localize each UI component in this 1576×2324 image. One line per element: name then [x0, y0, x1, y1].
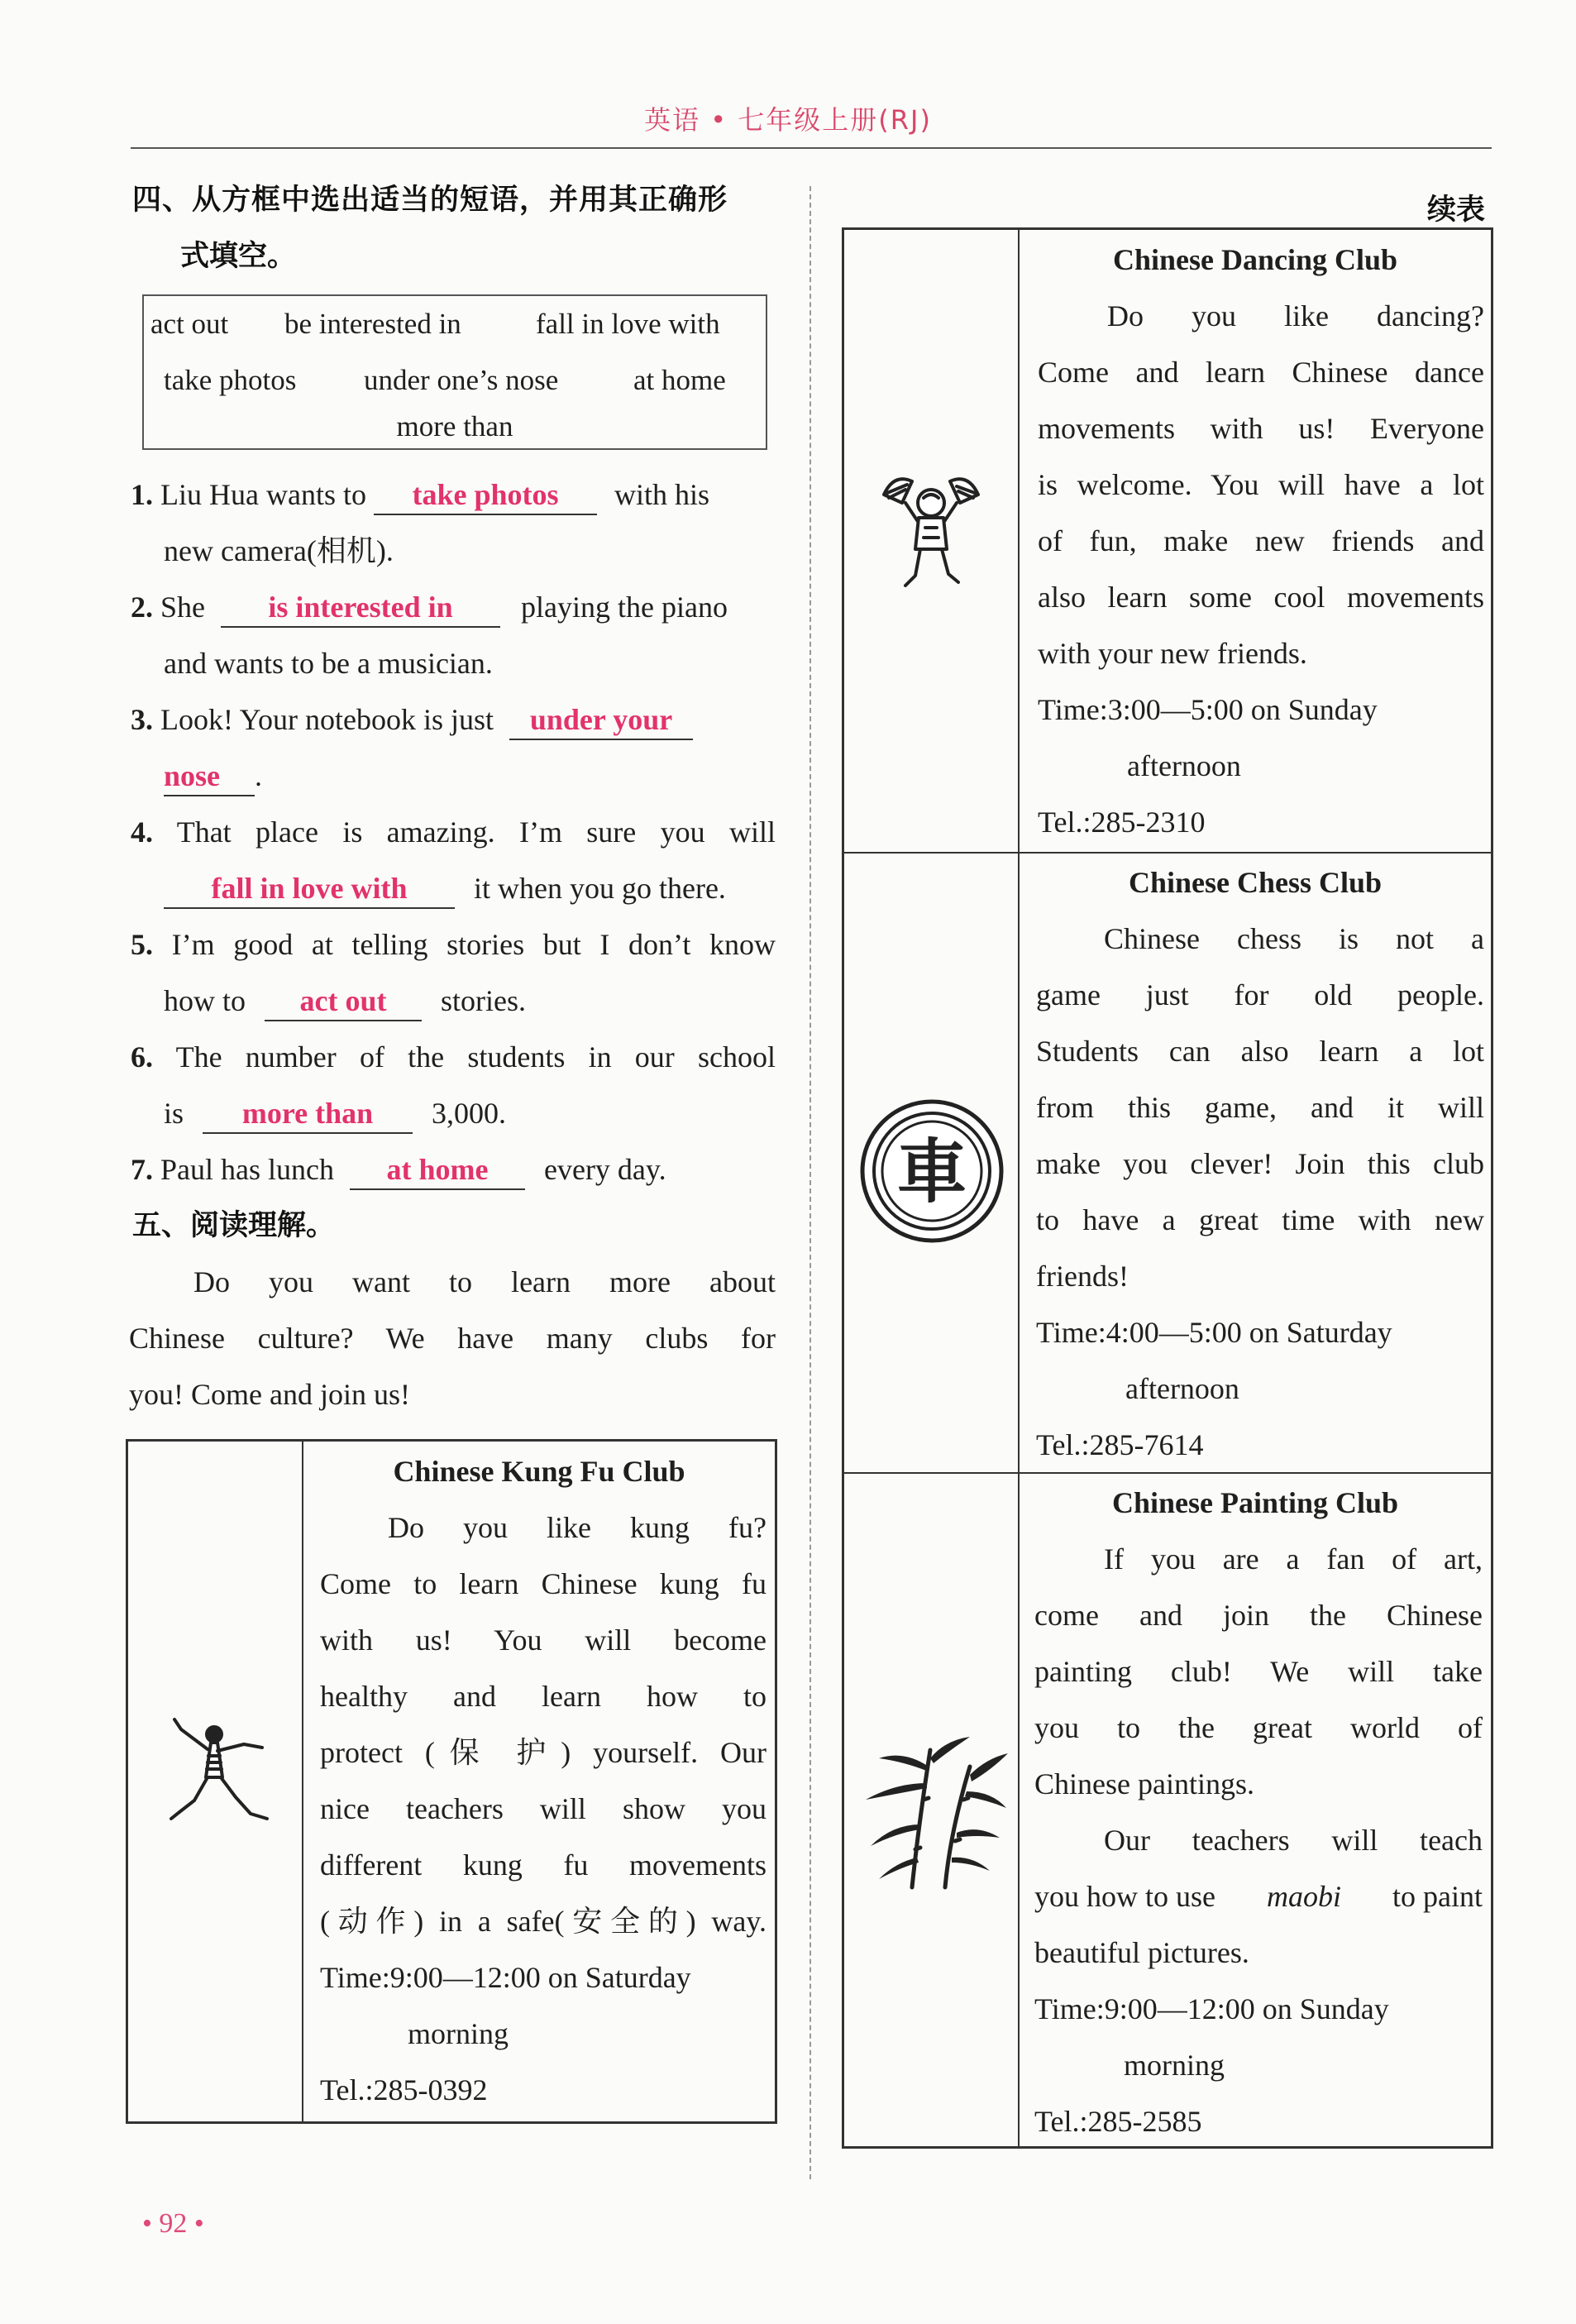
kung-fu-time: Time:9:00—12:00 on Saturday — [320, 1961, 691, 1994]
question-2-line2: and wants to be a musician. — [164, 647, 493, 680]
kung-fu-time-part2: morning — [408, 2017, 509, 2050]
chess-line-6: to have a great time with new — [1036, 1203, 1484, 1236]
chess-line-3: Students can also learn a lot — [1036, 1035, 1484, 1068]
intro-line-2: Chinese culture? We have many clubs for — [129, 1322, 776, 1355]
chess-line-7: friends! — [1036, 1260, 1129, 1293]
intro-line-1: Do you want to learn more about — [193, 1265, 776, 1298]
chess-line-5: make you clever! Join this club — [1036, 1147, 1484, 1180]
question-5-line2: how to act out stories. — [164, 973, 526, 1029]
answer-2: is interested in — [221, 588, 500, 628]
phrase-more-than: more than — [396, 410, 513, 442]
phrase-act-out: act out — [150, 308, 229, 340]
kung-fu-line-1: Do you like kung fu? — [388, 1511, 767, 1544]
kung-fu-line-8: (动作) in a safe(安全的) way. — [320, 1905, 767, 1938]
chess-line-4: from this game, and it will — [1036, 1091, 1484, 1124]
phrase-under-ones-nose: under one’s nose — [364, 364, 559, 396]
intro-line-3: you! Come and join us! — [129, 1378, 410, 1411]
answer-3-part2: nose — [164, 757, 255, 796]
painting-line-3: painting club! We will take — [1034, 1655, 1483, 1688]
question-2-line1: 2. She is interested in playing the piano — [131, 579, 780, 635]
question-3-line1: 3. Look! Your notebook is just under your — [131, 691, 780, 748]
section4-title-line2: 式填空。 — [180, 240, 297, 273]
painting-line-6: Our teachers will teach — [1104, 1824, 1483, 1857]
dancing-time-part2: afternoon — [1127, 749, 1241, 782]
chess-piece-char: 車 — [896, 1131, 967, 1212]
painting-line-4: you to the great world of — [1034, 1711, 1483, 1744]
dancing-time: Time:3:00—5:00 on Sunday — [1038, 693, 1378, 726]
question-1-line1: 1. Liu Hua wants to take photos with his — [131, 466, 780, 523]
question-4-line2: fall in love with it when you go there. — [164, 860, 726, 916]
dancing-tel: Tel.:285-2310 — [1038, 806, 1206, 839]
page-number: • 92 • — [142, 2208, 204, 2239]
answer-7: at home — [350, 1150, 525, 1190]
answer-5: act out — [265, 982, 422, 1021]
page-header-title: 英语 • 七年级上册(RJ) — [644, 104, 932, 136]
question-7-line1: 7. Paul has lunch at home every day. — [131, 1141, 780, 1198]
kung-fu-club-table — [126, 1439, 777, 2124]
chess-tel: Tel.:285-7614 — [1036, 1428, 1204, 1461]
painting-line-5: Chinese paintings. — [1034, 1767, 1254, 1800]
painting-tel: Tel.:285-2585 — [1034, 2105, 1202, 2138]
dancing-line-3: movements with us! Everyone — [1038, 412, 1484, 445]
kung-fu-tel: Tel.:285-0392 — [320, 2073, 488, 2106]
chess-time: Time:4:00—5:00 on Saturday — [1036, 1316, 1392, 1349]
dancing-club-name: Chinese Dancing Club — [1112, 243, 1398, 276]
dancing-line-2: Come and learn Chinese dance — [1038, 356, 1484, 389]
answer-4: fall in love with — [164, 869, 455, 909]
answer-1: take photos — [374, 476, 597, 515]
bamboo-painting-icon — [854, 1733, 1011, 1891]
dancer-figure-icon — [877, 470, 985, 602]
painting-line-2: come and join the Chinese — [1034, 1599, 1483, 1632]
painting-line-1: If you are a fan of art, — [1104, 1542, 1483, 1576]
word-box — [142, 294, 767, 450]
chess-time-part2: afternoon — [1125, 1372, 1239, 1405]
answer-6: more than — [203, 1094, 413, 1134]
dancing-line-5: of fun, make new friends and — [1038, 524, 1484, 557]
painting-line-8: beautiful pictures. — [1034, 1936, 1249, 1969]
question-6-line2: is more than 3,000. — [164, 1085, 506, 1141]
kung-fu-club-name: Chinese Kung Fu Club — [393, 1455, 685, 1488]
dancing-line-7: with your new friends. — [1038, 637, 1307, 670]
phrase-fall-in-love-with: fall in love with — [536, 308, 720, 340]
question-1-line2: new camera(相机). — [164, 534, 394, 567]
header-rule — [131, 147, 1492, 149]
section5-title: 五、阅读理解。 — [132, 1209, 336, 1242]
continued-label: 续表 — [1427, 194, 1486, 227]
kung-fu-line-3: with us! You will become — [320, 1623, 767, 1657]
section4-title-line1: 四、从方框中选出适当的短语，并用其正确形 — [132, 184, 728, 217]
question-6-line1: 6. The number of the students in our school — [131, 1040, 776, 1074]
kung-fu-line-2: Come to learn Chinese kung fu — [320, 1567, 767, 1600]
chess-piece-icon — [857, 1097, 1006, 1246]
chess-line-2: game just for old people. — [1036, 978, 1484, 1011]
painting-club-name: Chinese Painting Club — [1111, 1486, 1399, 1519]
question-5-line1: 5. I’m good at telling stories but I don’t know — [131, 928, 776, 961]
word-box-row-3 — [144, 399, 766, 455]
phrase-at-home: at home — [633, 364, 726, 396]
column-divider — [809, 186, 811, 2179]
kung-fu-line-7: different kung fu movements — [320, 1848, 767, 1882]
maobi-term: maobi — [1267, 1880, 1341, 1913]
phrase-take-photos: take photos — [164, 364, 297, 396]
question-4-line1: 4. That place is amazing. I’m sure you will — [131, 815, 776, 849]
kung-fu-line-6: nice teachers will show you — [320, 1792, 767, 1825]
answer-3-part1: under your — [509, 701, 693, 740]
question-3-line2: nose . — [164, 748, 262, 804]
painting-time: Time:9:00—12:00 on Sunday — [1034, 1992, 1389, 2025]
dancing-line-1: Do you like dancing? — [1107, 299, 1484, 332]
chess-line-1: Chinese chess is not a — [1104, 922, 1484, 955]
dancing-line-4: is welcome. You will have a lot — [1038, 468, 1484, 501]
painting-line-7: you how to use maobi to paint — [1034, 1868, 1483, 1925]
kung-fu-line-4: healthy and learn how to — [320, 1680, 767, 1713]
chess-club-name: Chinese Chess Club — [1128, 866, 1383, 899]
kung-fu-figure-icon — [165, 1714, 272, 1830]
phrase-be-interested-in: be interested in — [284, 308, 461, 340]
clubs-continued-table — [842, 227, 1493, 2149]
painting-time-part2: morning — [1124, 2049, 1225, 2082]
dancing-line-6: also learn some cool movements — [1038, 581, 1484, 614]
kung-fu-line-5: protect (保 护) yourself. Our — [320, 1736, 767, 1769]
